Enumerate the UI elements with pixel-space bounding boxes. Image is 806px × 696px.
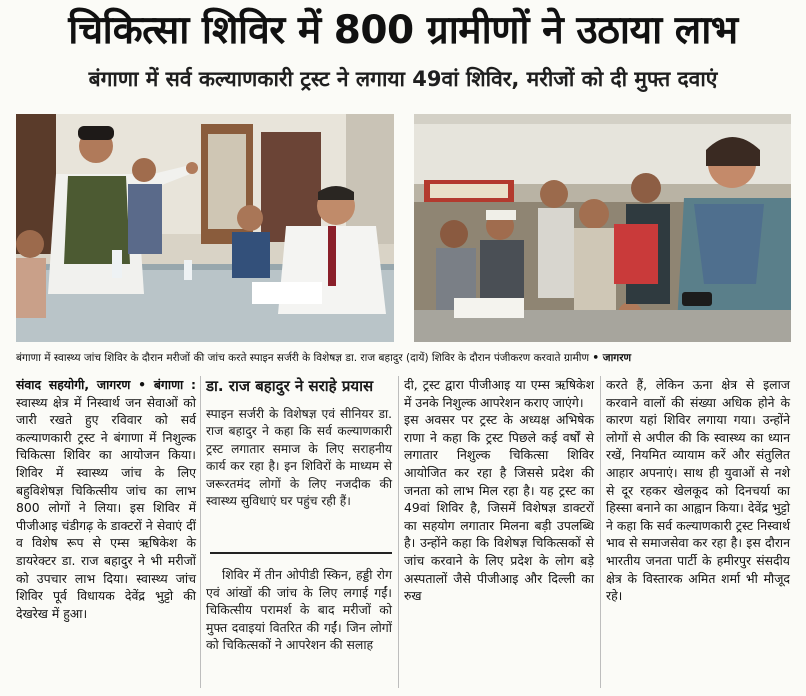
- column-rule: [200, 376, 201, 688]
- photo-medical-check: [16, 114, 394, 342]
- caption-text: बंगाणा में स्वास्थ्य जांच शिविर के दौरान मरीजों की जांच करते स्पाइन सर्जरी के विशेषज्ञ डा. राज बहादुर (दायें) शिविर के दौरान पंजीकरण करवाते ग्रामीण: [16, 352, 590, 364]
- article-column-4: [606, 376, 790, 605]
- article-column-3: [404, 376, 594, 605]
- article-column-1: [16, 376, 196, 622]
- sidebar-text: स्पाइन सर्जरी के विशेषज्ञ एवं सीनियर डा. राज बहादुर ने कहा कि सर्व कल्याणकारी ट्रस्ट लगातार समाज के लिए सराहनीय कार्य कर रहा है। इन शिविरों के माध्यम से जरूरतमंद लोगों के लिए नजदीक की स्वास्थ्य सुविधाएं घर पहुंच रही हैं।: [206, 407, 392, 509]
- photo-caption: [16, 348, 791, 368]
- sidebar-box: [206, 376, 392, 510]
- article-text: इस अवसर पर ट्रस्ट के अध्यक्ष अभिषेक राणा ने कहा कि ट्रस्ट पिछले कई वर्षों से लगातार निशुल्क चिकित्सा शिविर आयोजित कर रहा है जिससे प्रदेश की जनता को लाभ मिल रहा है। यह ट्रस्ट का 49वां शिविर है, जिसमें विशेषज्ञ डाक्टरों का सहयोग लगातार मिलना बड़ी उपलब्धि है। उन्होंने कहा कि विशेषज्ञ चिकित्सकों से जांच करवाने के लिए प्रदेश के लोग बड़े अस्पतालों जैसे पीजीआइ और दिल्ली का रुख: [404, 412, 594, 604]
- article-dateline: संवाद सहयोगी, जागरण • बंगाणा :: [16, 377, 196, 392]
- subheadline: बंगाणा में सर्व कल्याणकारी ट्रस्ट ने लगाया 49वां शिविर, मरीजों को दी मुफ्त दवाएं: [88, 67, 718, 91]
- article-text: दी, ट्रस्ट द्वारा पीजीआइ या एम्स ऋषिकेश में उनके निशुल्क आपरेशन कराए जाएंगे।: [404, 377, 594, 410]
- column-rule: [600, 376, 601, 688]
- headline: चिकित्सा शिविर में 800 ग्रामीणों ने उठाया लाभ: [68, 8, 738, 53]
- article-text: स्वास्थ्य क्षेत्र में निस्वार्थ जन सेवाओं को जारी रखते हुए रविवार को सर्व कल्याणकारी ट्रस्ट ने बंगाणा में निशुल्क चिकित्सा शिविर का आयोजन किया। शिविर में स्वास्थ्य जांच के लिए बहुविशेषज्ञ चिकित्सीय जांच का लाभ 800 लोगों ने लिया। इस शिविर में पीजीआइ चंडीगढ़ के डाक्टरों ने सेवाएं दीं व विशेष रूप से एम्स ऋषिकेश के डायरेक्टर डा. राज बहादुर ने भी मरीजों को उपचार लाभ दिया। स्वास्थ्य जांच शिविर पूर्व विधायक देवेंद्र भुट्टो की देखरेख में हुआ।: [16, 394, 196, 621]
- caption-credit: • जागरण: [592, 352, 632, 364]
- article-column-2: [206, 566, 392, 654]
- column-rule: [398, 376, 399, 688]
- article-text: करते हैं, लेकिन ऊना क्षेत्र से इलाज करवाने वालों की संख्या अधिक होने के कारण यहां शिविर लगाया गया। उन्होंने लोगों से अपील की कि स्वास्थ्य का ध्यान रखें, नियमित व्यायाम करें और संतुलित आहार अपनाएं। साथ ही युवाओं से नशे से दूर रहकर खेलकूद को दिनचर्या का हिस्सा बनाने का आह्वान किया। देवेंद्र भुट्टो ने कहा कि सर्व कल्याणकारी ट्रस्ट निस्वार्थ भाव से समाजसेवा कर रहा है। इस दौरान भारतीय जनता पार्टी के हमीरपुर संसदीय क्षेत्र के विस्तारक अमित शर्मा भी मौजूद रहे।: [606, 377, 790, 604]
- article-text: शिविर में तीन ओपीडी स्किन, हड्डी रोग एवं आंखों की जांच के लिए लगाई गईं। चिकित्सीय परामर्श के बाद मरीजों को मुफ्त दवाइयां वितरित की गईं। जिन लोगों को चिकित्सकों ने आपरेशन की सलाह: [206, 567, 392, 653]
- sidebar-divider: [210, 552, 392, 554]
- photo-registration: [414, 114, 791, 342]
- sidebar-title: डा. राज बहादुर ने सराहे प्रयास: [206, 377, 374, 395]
